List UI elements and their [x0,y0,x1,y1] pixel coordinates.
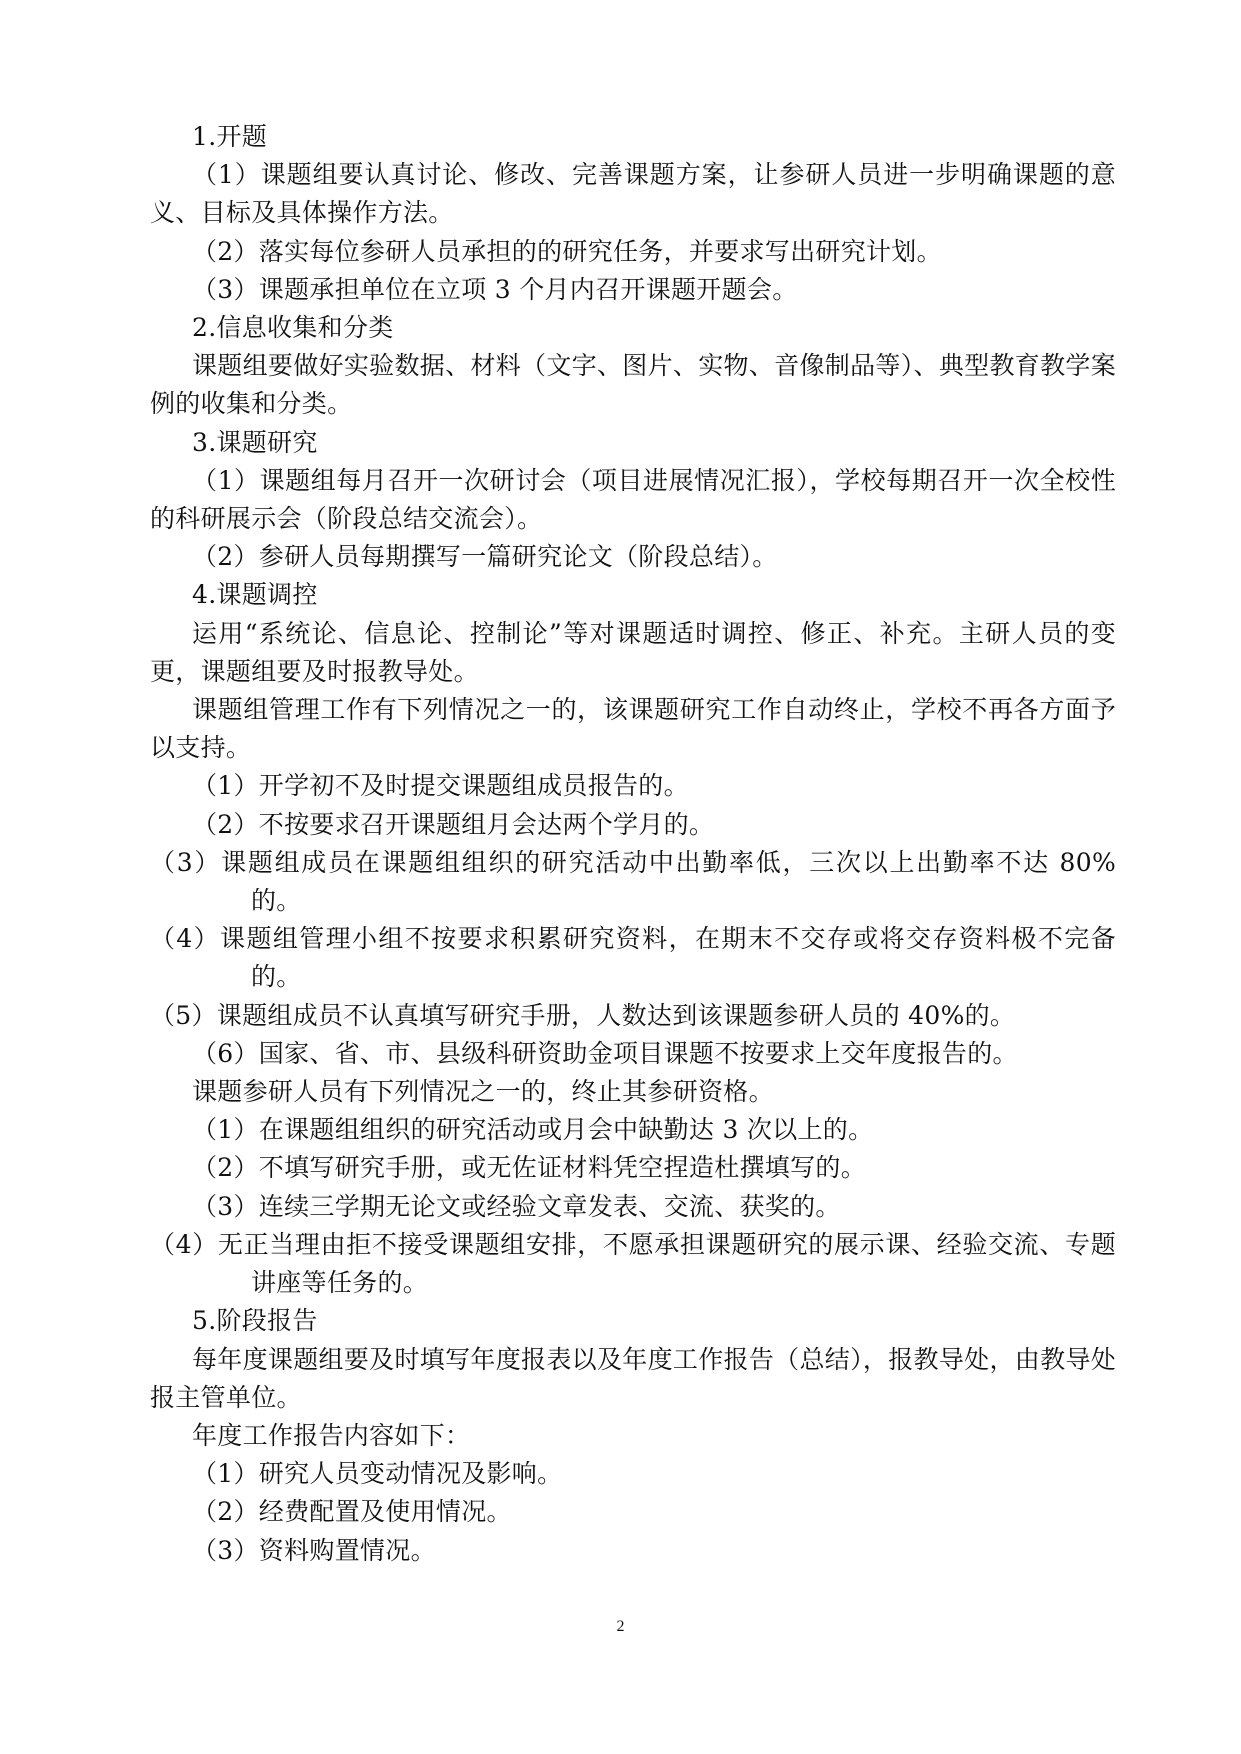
list-item: （4）课题组管理小组不按要求积累研究资料，在期末不交存或将交存资料极不完备的。 [150,924,1116,992]
paragraph: （1）课题组要认真讨论、修改、完善课题方案，让参研人员进一步明确课题的意义、目标及具体操作方法。 [150,160,1116,228]
paragraph: 年度工作报告内容如下： [192,1420,471,1450]
paragraph: （3）课题承担单位在立项 3 个月内召开课题开题会。 [192,274,798,304]
paragraph: （3）资料购置情况。 [192,1535,436,1565]
paragraph: （1）在课题组组织的研究活动或月会中缺勤达 3 次以上的。 [192,1115,874,1145]
list-item: （5）课题组成员不认真填写研究手册，人数达到该课题参研人员的 40%的。 [150,1000,1016,1030]
paragraph: （1）开学初不及时提交课题组成员报告的。 [192,771,689,801]
paragraph: （2）不填写研究手册，或无佐证材料凭空捏造杜撰填写的。 [192,1153,867,1183]
paragraph: 1.开题 [192,122,268,151]
paragraph: 3.课题研究 [192,427,318,457]
paragraph: （1）课题组每月召开一次研讨会（项目进展情况汇报），学校每期召开一次全校性的科研展示会（阶段总结交流会）。 [150,465,1116,534]
paragraph: 2.信息收集和分类 [192,313,394,343]
paragraph: 课题参研人员有下列情况之一的，终止其参研资格。 [192,1077,774,1107]
paragraph: 运用“系统论、信息论、控制论”等对课题适时调控、修正、补充。主研人员的变更，课题组要及时报教导处。 [150,618,1116,686]
body-text [150,118,1116,1570]
paragraph: 课题组管理工作有下列情况之一的，该课题研究工作自动终止，学校不再各方面予以支持。 [150,695,1116,763]
paragraph: 5.阶段报告 [192,1306,318,1336]
paragraph: （2）落实每位参研人员承担的的研究任务，并要求写出研究计划。 [192,236,942,266]
page-number: 2 [616,1618,625,1635]
paragraph: （2）经费配置及使用情况。 [192,1497,512,1527]
paragraph: （6）国家、省、市、县级科研资助金项目课题不按要求上交年度报告的。 [192,1038,1018,1068]
paragraph: （2）不按要求召开课题组月会达两个学月的。 [192,809,715,839]
paragraph: 每年度课题组要及时填写年度报表以及年度工作报告（总结），报教导处，由教导处报主管单位。 [150,1344,1116,1412]
list-item: （4）无正当理由拒不接受课题组安排，不愿承担课题研究的展示课、经验交流、专题讲座等任务的。 [150,1229,1116,1298]
list-item: （3）课题组成员在课题组组织的研究活动中出勤率低，三次以上出勤率不达 80%的。 [150,847,1116,916]
paragraph: （2）参研人员每期撰写一篇研究论文（阶段总结）。 [192,542,778,572]
paragraph: 4.课题调控 [192,580,318,610]
paragraph: 课题组要做好实验数据、材料（文字、图片、实物、音像制品等）、典型教育教学案例的收集和分类。 [150,351,1116,419]
paragraph: （1）研究人员变动情况及影响。 [192,1459,563,1489]
paragraph: （3）连续三学期无论文或经验文章发表、交流、获奖的。 [192,1191,841,1221]
